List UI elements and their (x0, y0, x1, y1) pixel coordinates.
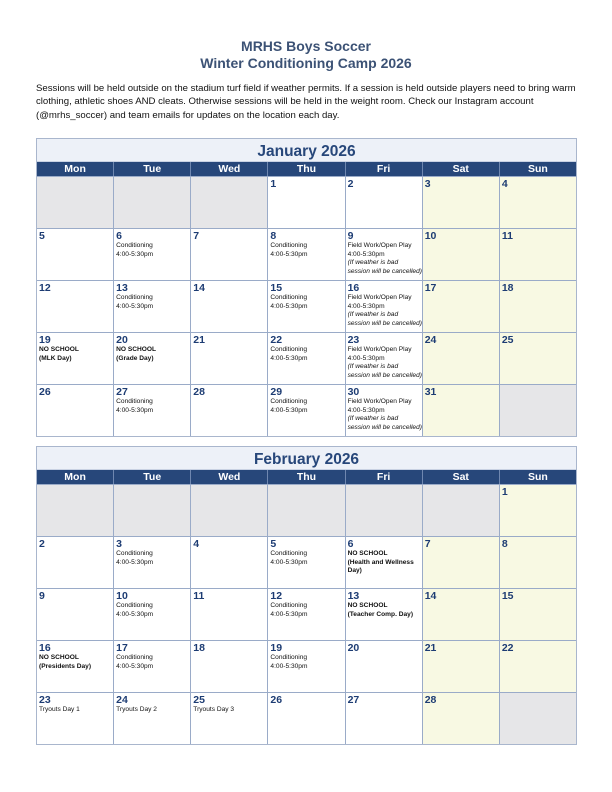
event-text: 4:00-5:30pm (270, 354, 308, 362)
day-number: 27 (116, 386, 128, 398)
day-cell (500, 281, 576, 332)
empty-day-cell (268, 485, 345, 536)
week-row (37, 228, 576, 280)
day-number: 5 (39, 230, 45, 242)
day-cell (37, 229, 114, 280)
day-cell (37, 641, 114, 692)
day-header-sat: Sat (423, 162, 500, 176)
day-cell (37, 693, 114, 744)
day-number: 19 (39, 334, 51, 346)
event-text: 4:00-5:30pm (116, 558, 154, 566)
event-text: Tryouts Day 2 (116, 706, 157, 713)
day-header-wed: Wed (191, 470, 268, 484)
day-cell (346, 385, 423, 436)
week-row (37, 536, 576, 588)
day-number: 3 (424, 178, 431, 190)
empty-day-cell (500, 385, 576, 436)
event-text: Conditioning (270, 242, 308, 249)
day-number: 18 (501, 282, 514, 294)
empty-day-cell (423, 485, 500, 536)
day-cell (500, 589, 576, 640)
day-cell (114, 333, 191, 384)
day-number: 13 (116, 282, 128, 294)
week-row (37, 280, 576, 332)
day-header-tue: Tue (114, 470, 191, 484)
day-cell (191, 281, 268, 332)
day-number: 17 (116, 642, 128, 654)
day-number: 2 (347, 178, 354, 190)
event-text: session will be cancelled) (347, 423, 422, 431)
day-cell (114, 537, 191, 588)
day-cell (37, 333, 114, 384)
event-text: Field Work/Open Play (347, 346, 412, 353)
day-cell (423, 229, 500, 280)
day-cell (423, 333, 500, 384)
day-number: 7 (424, 538, 431, 550)
event-text: Conditioning (270, 294, 308, 301)
empty-day-cell (500, 693, 576, 744)
day-number: 6 (347, 538, 354, 550)
day-cell (500, 485, 576, 536)
week-row (37, 176, 576, 228)
day-cell (423, 281, 500, 332)
day-number: 22 (501, 642, 514, 654)
week-row (37, 332, 576, 384)
calendar-grid (37, 484, 576, 744)
day-cell (114, 641, 191, 692)
calendar-february (36, 446, 577, 745)
day-cell (500, 229, 576, 280)
event-text: (Health and Wellness (347, 558, 414, 566)
day-cell (500, 177, 576, 228)
day-cell (346, 589, 423, 640)
day-number: 7 (193, 230, 200, 242)
day-cell (268, 229, 345, 280)
day-number: 5 (270, 538, 277, 550)
event-text: (Presidents Day) (39, 662, 92, 670)
day-number: 6 (116, 230, 122, 242)
day-number: 10 (424, 230, 437, 242)
week-row (37, 384, 576, 436)
event-text: 4:00-5:30pm (270, 662, 308, 670)
event-text: 4:00-5:30pm (116, 610, 154, 618)
day-number: 21 (193, 334, 205, 346)
day-number: 22 (270, 334, 283, 346)
day-cell (423, 385, 500, 436)
day-number: 2 (39, 538, 45, 550)
day-cell (423, 589, 500, 640)
day-cell (423, 177, 500, 228)
day-cell (191, 589, 268, 640)
day-cell (268, 281, 345, 332)
day-cell (423, 693, 500, 744)
event-text: 4:00-5:30pm (116, 662, 154, 670)
event-text: (If weather is bad (347, 311, 399, 319)
day-number: 23 (347, 334, 360, 346)
event-text: Conditioning (270, 654, 308, 661)
event-text: session will be cancelled) (347, 319, 422, 327)
day-number: 29 (270, 386, 283, 398)
day-number: 30 (347, 386, 360, 398)
intro-paragraph: Sessions will be held outside on the stadium turf field if weather permits. If a session is held outside players need to bring warm clothing, athletic shoes AND cleats. Otherwise sessions will be held in the weight room. Check our Instagram account (@mrhs_soccer) and team emails for updates on the location each day. (36, 83, 576, 121)
day-cell (500, 537, 576, 588)
event-text: session will be cancelled) (347, 267, 422, 275)
day-cell (346, 641, 423, 692)
event-text: NO SCHOOL (39, 346, 79, 353)
day-number: 8 (501, 538, 508, 550)
day-number: 1 (270, 178, 277, 190)
event-text: 4:00-5:30pm (347, 354, 385, 362)
day-number: 28 (424, 694, 437, 706)
event-text: (Grade Day) (116, 354, 154, 362)
event-text: Conditioning (270, 398, 308, 405)
day-cell (268, 537, 345, 588)
day-cell (114, 589, 191, 640)
event-text: Tryouts Day 3 (193, 706, 235, 713)
day-header-mon: Mon (37, 162, 114, 176)
day-cell (346, 693, 423, 744)
day-number: 14 (424, 590, 437, 602)
day-number: 27 (347, 694, 360, 706)
page-title: MRHS Boys Soccer (241, 38, 371, 54)
month-title: February 2026 (37, 447, 576, 470)
day-number: 12 (39, 282, 51, 294)
event-text: Conditioning (116, 398, 153, 405)
day-cell (268, 693, 345, 744)
day-header-wed: Wed (191, 162, 268, 176)
day-cell (37, 385, 114, 436)
day-number: 15 (270, 282, 283, 294)
day-number: 15 (501, 590, 514, 602)
week-row (37, 484, 576, 536)
event-text: Conditioning (116, 242, 153, 249)
event-text: 4:00-5:30pm (270, 558, 308, 566)
event-text: Conditioning (116, 550, 153, 557)
day-cell (500, 641, 576, 692)
day-number: 20 (347, 642, 360, 654)
day-cell (346, 537, 423, 588)
month-title: January 2026 (37, 139, 576, 162)
day-cell (268, 385, 345, 436)
day-header-thu: Thu (268, 470, 345, 484)
day-number: 26 (270, 694, 283, 706)
day-cell (268, 589, 345, 640)
event-text: 4:00-5:30pm (347, 250, 385, 258)
event-text: 4:00-5:30pm (270, 250, 308, 258)
day-number: 24 (424, 334, 437, 346)
event-text: Conditioning (116, 294, 153, 301)
day-cell (114, 229, 191, 280)
week-row (37, 640, 576, 692)
event-text: (If weather is bad (347, 259, 399, 267)
day-header-row (37, 162, 576, 176)
day-number: 9 (39, 590, 45, 602)
day-cell (191, 229, 268, 280)
empty-day-cell (346, 485, 423, 536)
day-header-tue: Tue (114, 162, 191, 176)
day-cell (268, 641, 345, 692)
event-text: Conditioning (270, 550, 308, 557)
event-text: (If weather is bad (347, 415, 399, 423)
event-text: NO SCHOOL (347, 602, 388, 609)
day-number: 4 (193, 538, 200, 550)
day-number: 1 (501, 486, 508, 498)
day-cell (114, 385, 191, 436)
day-number: 31 (424, 386, 437, 398)
day-header-thu: Thu (268, 162, 345, 176)
event-text: (Teacher Comp. Day) (347, 610, 414, 618)
day-cell (346, 177, 423, 228)
event-text: Field Work/Open Play (347, 294, 412, 301)
day-cell (114, 693, 191, 744)
day-header-row (37, 470, 576, 484)
day-number: 21 (424, 642, 437, 654)
calendar-grid (37, 176, 576, 436)
page-subtitle: Winter Conditioning Camp 2026 (200, 55, 412, 71)
day-number: 18 (193, 642, 205, 654)
day-number: 13 (347, 590, 360, 602)
day-cell (114, 281, 191, 332)
event-text: 4:00-5:30pm (347, 406, 385, 414)
day-header-fri: Fri (346, 470, 423, 484)
day-cell (191, 333, 268, 384)
day-number: 26 (39, 386, 51, 398)
empty-day-cell (37, 177, 114, 228)
day-cell (346, 281, 423, 332)
event-text: 4:00-5:30pm (347, 302, 385, 310)
day-number: 3 (116, 538, 122, 550)
day-header-fri: Fri (346, 162, 423, 176)
calendar-january (36, 138, 577, 437)
event-text: Conditioning (270, 602, 308, 609)
event-text: session will be cancelled) (347, 371, 422, 379)
event-text: 4:00-5:30pm (116, 302, 154, 310)
event-text: (MLK Day) (39, 354, 72, 362)
empty-day-cell (191, 485, 268, 536)
day-header-sat: Sat (423, 470, 500, 484)
day-number: 12 (270, 590, 283, 602)
event-text: NO SCHOOL (347, 550, 388, 557)
event-text: 4:00-5:30pm (270, 610, 308, 618)
day-number: 17 (424, 282, 437, 294)
event-text: Tryouts Day 1 (39, 706, 80, 713)
day-number: 10 (116, 590, 128, 602)
event-text: Conditioning (116, 654, 153, 661)
day-number: 9 (347, 230, 354, 242)
empty-day-cell (191, 177, 268, 228)
day-cell (37, 537, 114, 588)
event-text: Field Work/Open Play (347, 242, 412, 249)
day-header-mon: Mon (37, 470, 114, 484)
day-number: 23 (39, 694, 51, 706)
day-cell (191, 641, 268, 692)
day-number: 16 (39, 642, 51, 654)
day-header-sun: Sun (527, 163, 548, 175)
day-number: 28 (193, 386, 205, 398)
event-text: Conditioning (270, 346, 308, 353)
event-text: Day) (347, 567, 362, 575)
day-number: 4 (501, 178, 508, 190)
event-text: NO SCHOOL (116, 346, 157, 353)
event-text: Field Work/Open Play (347, 398, 412, 405)
day-cell (346, 333, 423, 384)
day-cell (191, 537, 268, 588)
day-number: 16 (347, 282, 360, 294)
day-cell (191, 385, 268, 436)
day-number: 11 (193, 590, 205, 602)
day-number: 24 (116, 694, 128, 706)
day-cell (268, 177, 345, 228)
event-text: (If weather is bad (347, 363, 399, 371)
day-cell (500, 333, 576, 384)
day-number: 25 (501, 334, 514, 346)
event-text: 4:00-5:30pm (116, 406, 154, 414)
day-number: 14 (193, 282, 205, 294)
day-number: 19 (270, 642, 283, 654)
empty-day-cell (37, 485, 114, 536)
day-cell (191, 693, 268, 744)
empty-day-cell (114, 485, 191, 536)
day-number: 11 (501, 230, 513, 242)
week-row (37, 588, 576, 640)
week-row (37, 692, 576, 744)
day-number: 8 (270, 230, 277, 242)
event-text: 4:00-5:30pm (116, 250, 154, 258)
day-cell (37, 281, 114, 332)
day-cell (268, 333, 345, 384)
empty-day-cell (114, 177, 191, 228)
event-text: 4:00-5:30pm (270, 406, 308, 414)
day-cell (37, 589, 114, 640)
day-cell (423, 537, 500, 588)
day-cell (346, 229, 423, 280)
day-number: 20 (116, 334, 128, 346)
day-number: 25 (193, 694, 205, 706)
day-cell (423, 641, 500, 692)
event-text: 4:00-5:30pm (270, 302, 308, 310)
event-text: NO SCHOOL (39, 654, 79, 661)
day-header-sun: Sun (527, 471, 548, 483)
event-text: Conditioning (116, 602, 153, 609)
